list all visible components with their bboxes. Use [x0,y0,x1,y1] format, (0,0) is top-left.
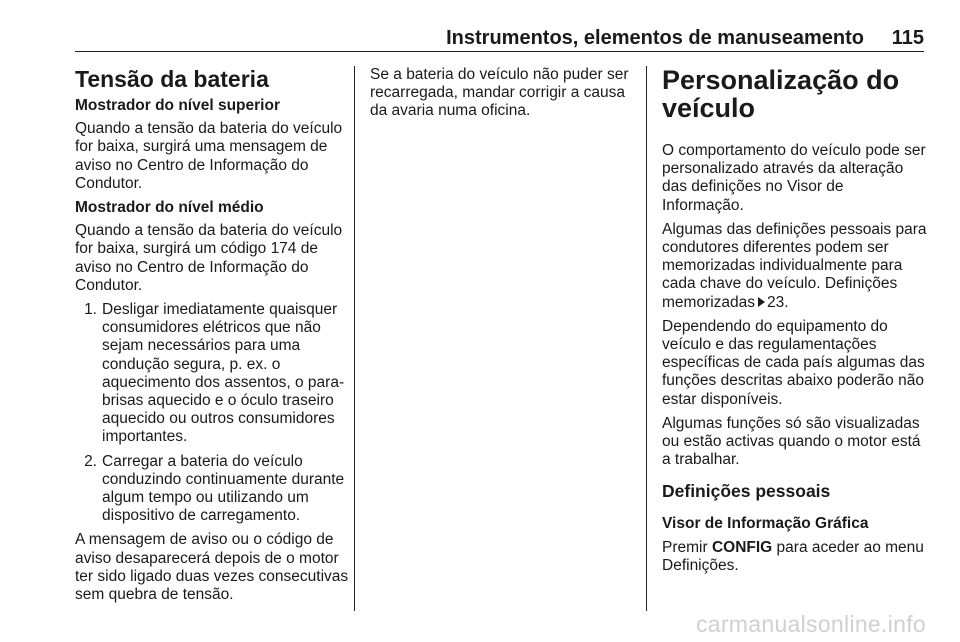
section-heading-battery-voltage: Tensão da bateria [75,66,269,92]
cross-reference-text: Definições memorizadas [662,275,898,311]
paragraph: Quando a tensão da bateria do veículo for baixa, surgirá um código 174 de aviso no Centro de Informação do Condutor. [75,222,343,294]
paragraph: A mensagem de aviso ou o código de aviso desaparecerá depois de o motor ter sido ligado duas vezes consecutivas sem quebra de tensão. [75,531,349,604]
list-item [75,301,352,447]
list-item-number: 1. [84,301,97,319]
config-button-label: CONFIG [711,538,773,556]
paragraph [662,221,928,312]
subheading-graphic-info-display: Visor de Informação Gráfica [662,515,869,533]
subheading-mid-level-display: Mostrador do nível médio [75,199,264,217]
subheading-personal-settings: Definições pessoais [662,481,831,502]
paragraph-text: Algumas das definições pessoais para condutores diferentes podem ser memorizadas individualmente para cada chave do veículo. [662,220,927,293]
list-item [75,453,352,526]
list-item-text: Desligar imediatamente quaisquer consumidores elétricos que não sejam necessários para uma condução segura, p. ex. o aquecimento dos assentos, o para-brisas aquecido e o óculo traseiro aquecido ou outros consumidores importantes. [102,301,345,446]
right-triangle-icon [758,297,765,307]
subheading-upper-level-display: Mostrador do nível superior [75,97,280,114]
paragraph-text: para aceder ao menu Definições. [662,538,924,574]
list-item-text: Carregar a bateria do veículo conduzindo continuamente durante algum tempo ou utilizando um dispositivo de carregamento. [102,452,345,525]
page-number: 115 [891,27,924,49]
list-item-number: 2. [84,452,97,470]
column-divider [354,66,355,611]
paragraph-text: Premir [662,538,708,556]
paragraph: Se a bateria do veículo não puder ser recarregada, mandar corrigir a causa da avaria numa oficina. [370,66,629,120]
watermark: carmanualsonline.info [695,611,926,637]
cross-reference-page[interactable]: 23. [767,293,789,311]
paragraph: Algumas funções só são visualizadas ou estão activas quando o motor está a trabalhar. [662,414,921,469]
paragraph [662,539,928,575]
running-header-title: Instrumentos, elementos de manuseamento [446,27,864,49]
page-header [75,27,924,51]
paragraph: Quando a tensão da bateria do veículo for baixa, surgirá uma mensagem de aviso no Centro de Informação do Condutor. [75,120,343,192]
section-heading-vehicle-personalization: Personalização do veículo [662,65,900,123]
column-2 [370,66,635,127]
paragraph: O comportamento do veículo pode ser personalizado através da alteração das definições no Visor de Informação. [662,142,926,214]
column-1 [75,66,352,610]
column-divider [646,66,647,611]
steps-list [75,301,352,525]
paragraph: Dependendo do equipamento do veículo e das regulamentações específicas de cada país algumas das funções descritas abaixo poderão não estar disponíveis. [662,317,925,408]
header-rule [75,51,924,52]
column-3 [662,66,928,581]
